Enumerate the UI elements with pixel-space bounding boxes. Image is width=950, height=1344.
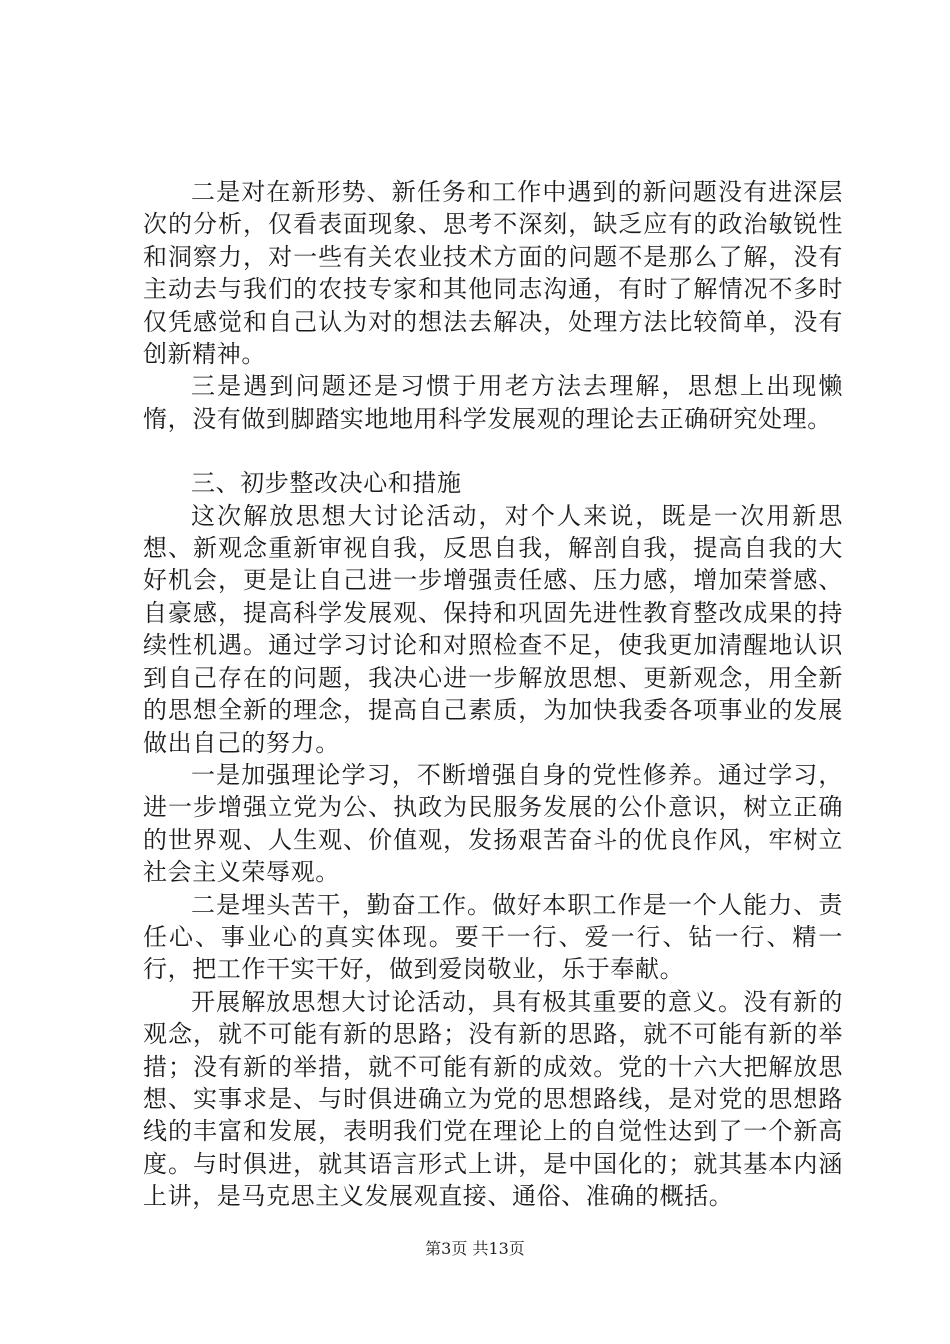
- section-heading: 三、初步整改决心和措施: [191, 469, 462, 498]
- paragraph-theory-study: 一是加强理论学习，不断增强自身的党性修养。通过学习，进一步增强立党为公、执政为民服务发展的公仆意识，树立正确的世界观、人生观、价值观，发扬艰苦奋斗的优良作风，牢树立社会主义荣辱观。: [143, 760, 843, 887]
- paragraph-old-methods-issue: 三是遇到问题还是习惯于用老方法去理解，思想上出现懒惰，没有做到脚踏实地地用科学发展观的理论去正确研究处理。: [143, 372, 843, 433]
- paragraph-spacer: [143, 435, 843, 467]
- paragraph-significance: 开展解放思想大讨论活动，具有极其重要的意义。没有新的观念，就不可能有新的思路；没有新的思路，就不可能有新的举措；没有新的举措，就不可能有新的成效。党的十六大把解放思想、实事求是、与时俱进确立为党的思想路线，是对党的思想路线的丰富和发展，表明我们党在理论上的自觉性达到了一个新高度。与时俱进，就其语言形式上讲，是中国化的；就其基本内涵上讲，是马克思主义发展观直接、通俗、准确的概括。: [143, 987, 843, 1211]
- paragraph-discussion-activity: 这次解放思想大讨论活动，对个人来说，既是一次用新思想、新观念重新审视自我，反思自我，解剖自我，提高自我的大好机会，更是让自己进一步增强责任感、压力感，增加荣誉感、自豪感，提高科学发展观、保持和巩固先进性教育整改成果的持续性机遇。通过学习讨论和对照检查不足，使我更加清醒地认识到自己存在的问题，我决心进一步解放思想、更新观念，用全新的思想全新的理念，提高自己素质，为加快我委各项事业的发展做出自己的努力。: [143, 501, 843, 757]
- page-footer: 第3页 共13页: [425, 1239, 525, 1258]
- paragraph-hard-work: 二是埋头苦干，勤奋工作。做好本职工作是一个人能力、责任心、事业心的真实体现。要干一行、爱一行、钻一行、精一行，把工作干实干好，做到爱岗敬业，乐于奉献。: [143, 890, 843, 984]
- paragraph-analysis-issue: 二是对在新形势、新任务和工作中遇到的新问题没有进深层次的分析，仅看表面现象、思考不深刻，缺乏应有的政治敏锐性和洞察力，对一些有关农业技术方面的问题不是那么了解，没有主动去与我们的农技专家和其他同志沟通，有时了解情况不多时仅凭感觉和自己认为对的想法去解决，处理方法比较简单，没有创新精神。: [143, 178, 843, 369]
- document-body: [143, 176, 843, 1213]
